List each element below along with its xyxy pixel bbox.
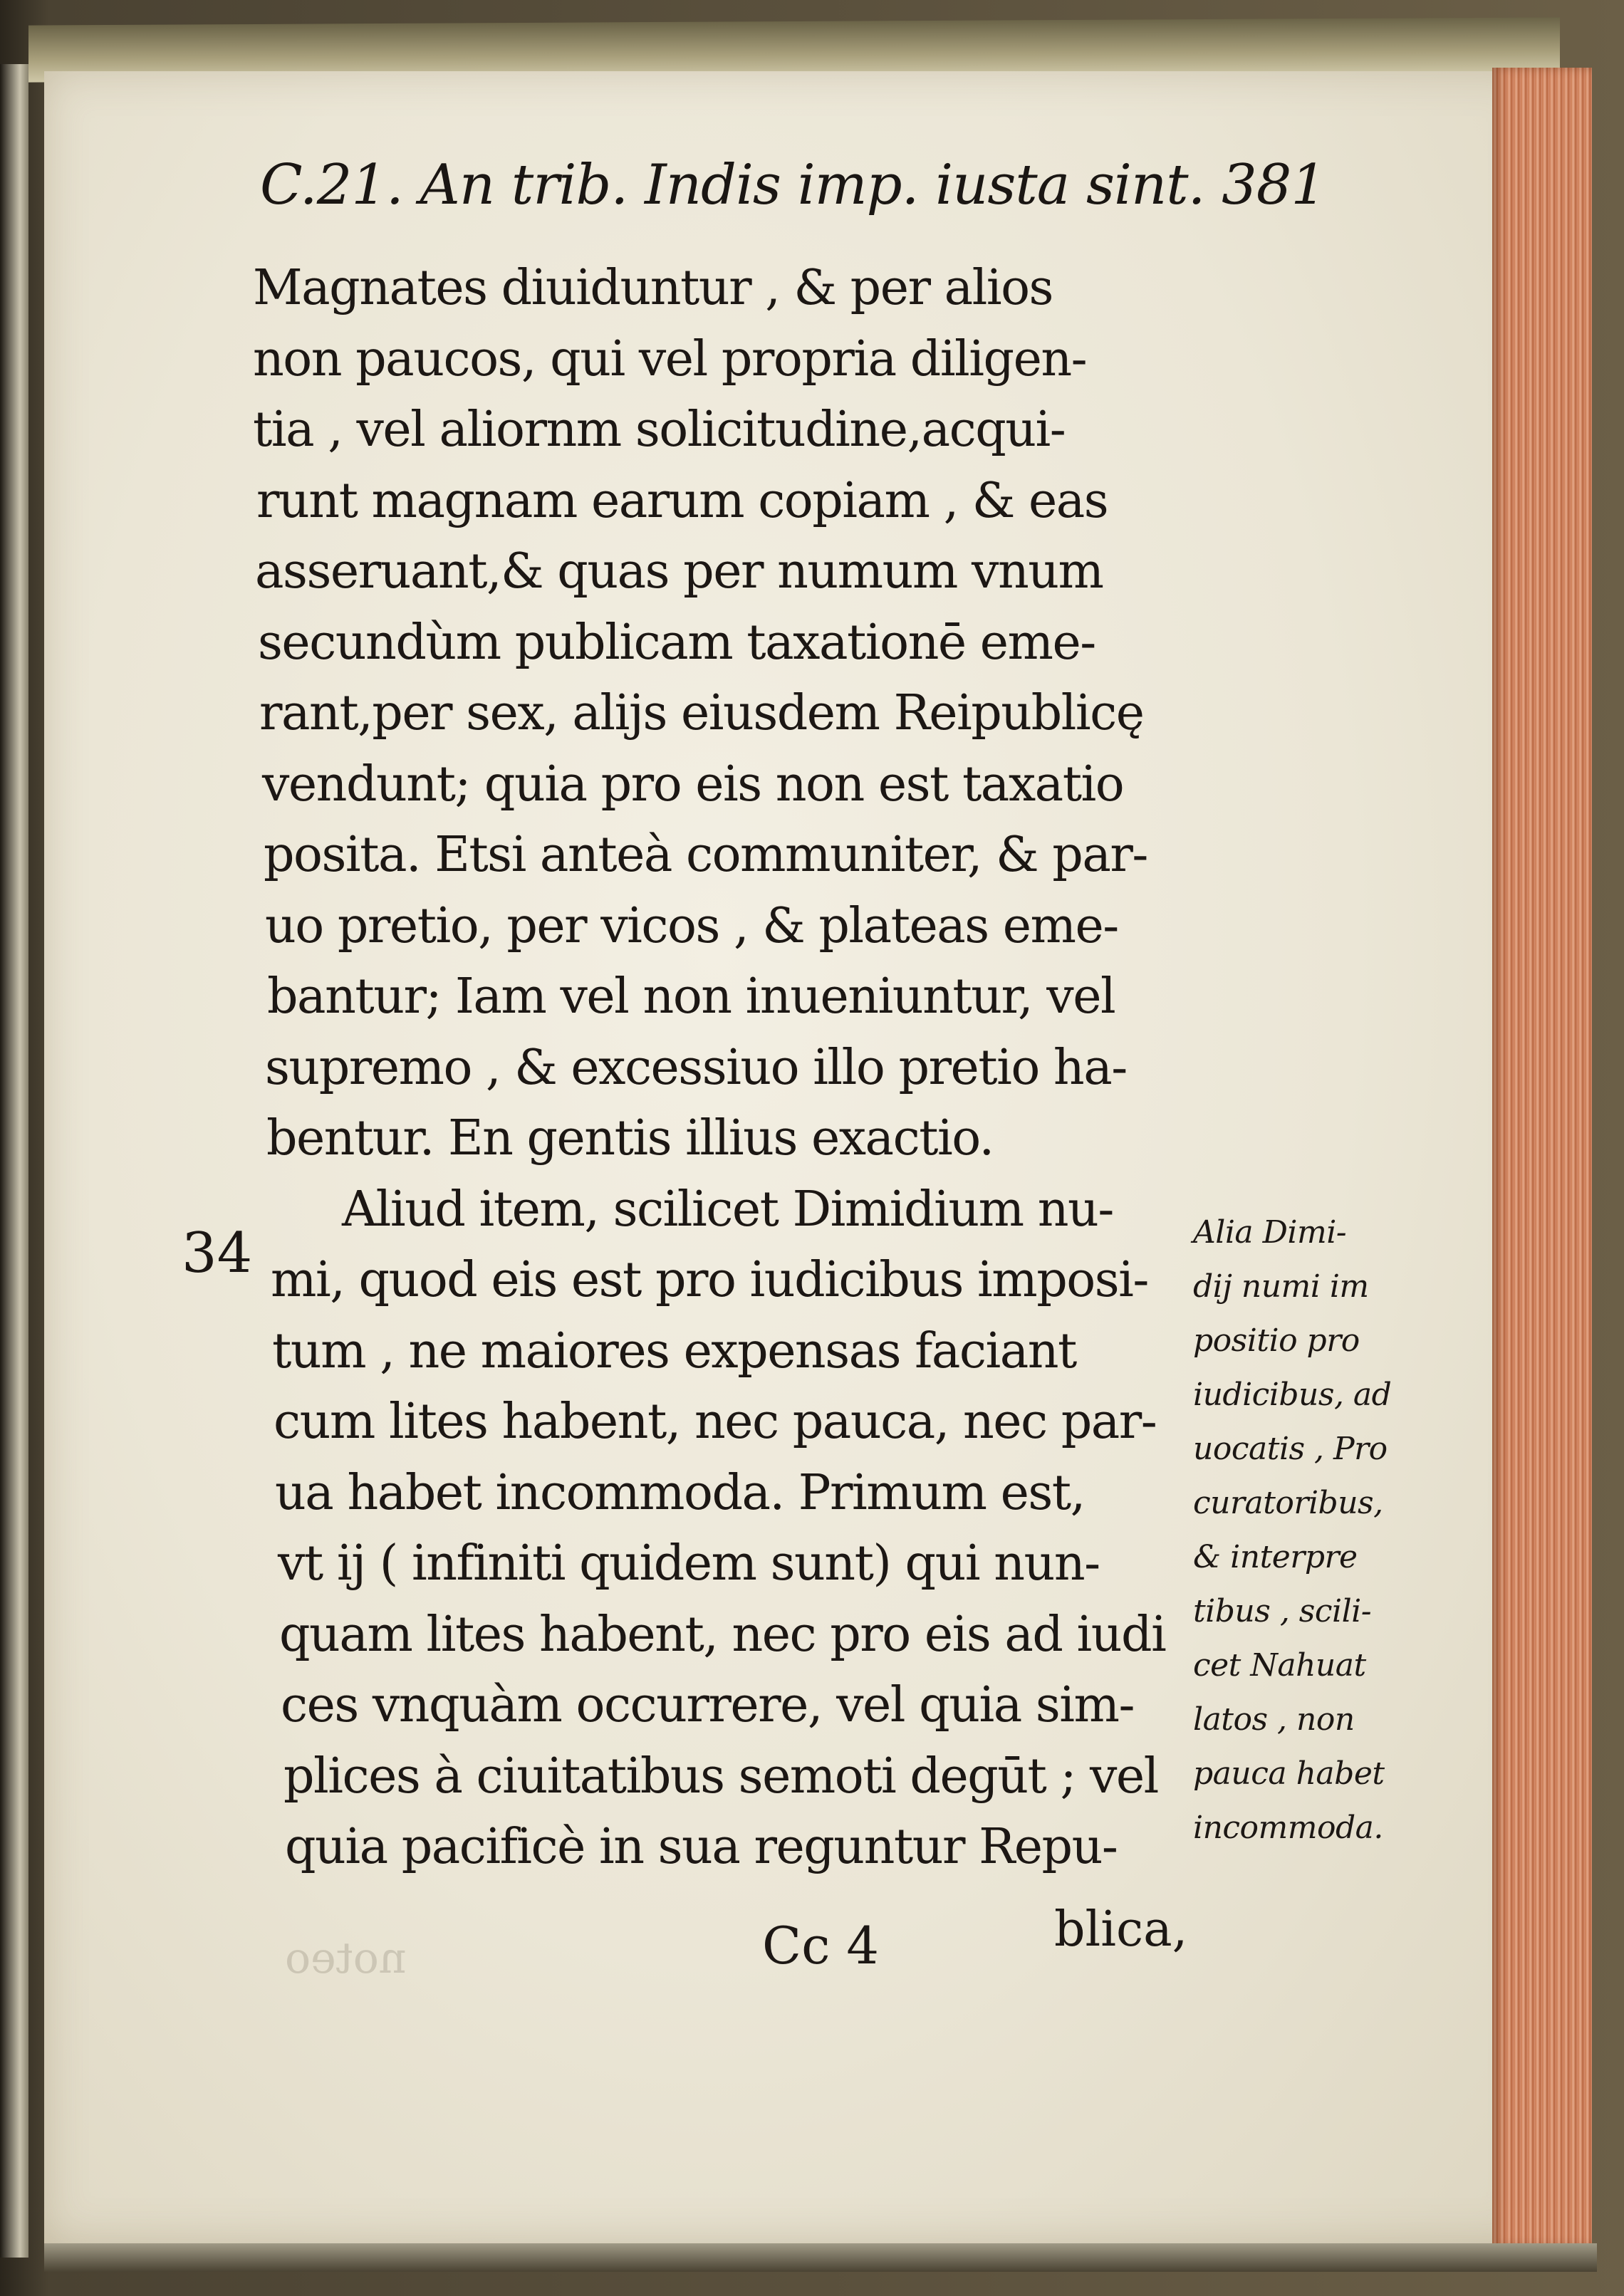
margin-note-line: Alia Dimi- bbox=[1193, 1214, 1347, 1251]
signature-mark: Cc 4 bbox=[762, 1916, 880, 1976]
text-line: Aliud item, scilicet Dimidium nu- bbox=[342, 1181, 1113, 1238]
text-line: quia pacificè in sua reguntur Repu- bbox=[285, 1819, 1118, 1875]
running-header: C.21. An trib. Indis imp. iusta sint. 381 bbox=[260, 153, 1326, 217]
margin-note-line: curatoribus, bbox=[1193, 1485, 1383, 1521]
margin-note-line: dij numi im bbox=[1193, 1268, 1369, 1305]
page-bottom-edge bbox=[44, 2243, 1597, 2272]
margin-note-line: iudicibus, ad bbox=[1193, 1377, 1392, 1413]
text-line: bentur. En gentis illius exactio. bbox=[266, 1110, 994, 1167]
margin-note-line: latos , non bbox=[1193, 1701, 1355, 1738]
text-line: bantur; Iam vel non inueniuntur, vel bbox=[267, 969, 1115, 1025]
text-line: runt magnam earum copiam , & eas bbox=[256, 473, 1108, 529]
facing-page-edge bbox=[0, 64, 28, 2258]
text-line: asseruant,& quas per numum vnum bbox=[255, 543, 1103, 600]
text-line: rant,per sex, alijs eiusdem Reipublicę bbox=[259, 685, 1144, 741]
text-line: vendunt; quia pro eis non est taxatio bbox=[262, 756, 1124, 813]
text-line: tia , vel aliornm solicitudine,acqui- bbox=[253, 402, 1066, 458]
text-line: mi, quod eis est pro iudicibus imposi- bbox=[271, 1252, 1148, 1308]
margin-note-line: incommoda. bbox=[1193, 1810, 1383, 1846]
text-line: quam lites habent, nec pro eis ad iudi bbox=[279, 1607, 1166, 1663]
margin-note-line: tibus , scili- bbox=[1193, 1593, 1372, 1629]
show-through-text: noteo bbox=[285, 1934, 407, 1983]
text-line: tum , ne maiores expensas faciant bbox=[272, 1323, 1076, 1379]
margin-note-line: pauca habet bbox=[1193, 1755, 1385, 1792]
text-line: posita. Etsi anteà communiter, & par- bbox=[264, 827, 1147, 883]
margin-note-line: cet Nahuat bbox=[1193, 1647, 1366, 1684]
margin-note-line: uocatis , Pro bbox=[1193, 1431, 1388, 1467]
text-line: Magnates diuiduntur , & per alios bbox=[253, 260, 1053, 316]
text-line: supremo , & excessiuo illo pretio ha- bbox=[265, 1040, 1127, 1096]
text-line: cum lites habent, nec pauca, nec par- bbox=[274, 1394, 1157, 1450]
text-line: ua habet incommoda. Primum est, bbox=[275, 1465, 1085, 1521]
text-line: plices à ciuitatibus semoti degūt ; vel bbox=[283, 1748, 1158, 1805]
catchword: blica, bbox=[1054, 1901, 1188, 1958]
page-fore-edge bbox=[1492, 68, 1592, 2247]
text-line: uo pretio, per vicos , & plateas eme- bbox=[265, 898, 1118, 954]
paragraph-number: 34 bbox=[182, 1221, 253, 1285]
text-line: vt ij ( infiniti quidem sunt) qui nun- bbox=[278, 1535, 1100, 1592]
margin-note-line: positio pro bbox=[1193, 1322, 1360, 1359]
text-line: non paucos, qui vel propria diligen- bbox=[253, 331, 1087, 387]
margin-note-line: & interpre bbox=[1193, 1539, 1358, 1575]
text-line: secundùm publicam taxationē eme- bbox=[258, 615, 1095, 671]
text-line: ces vnquàm occurrere, vel quia sim- bbox=[281, 1677, 1134, 1733]
